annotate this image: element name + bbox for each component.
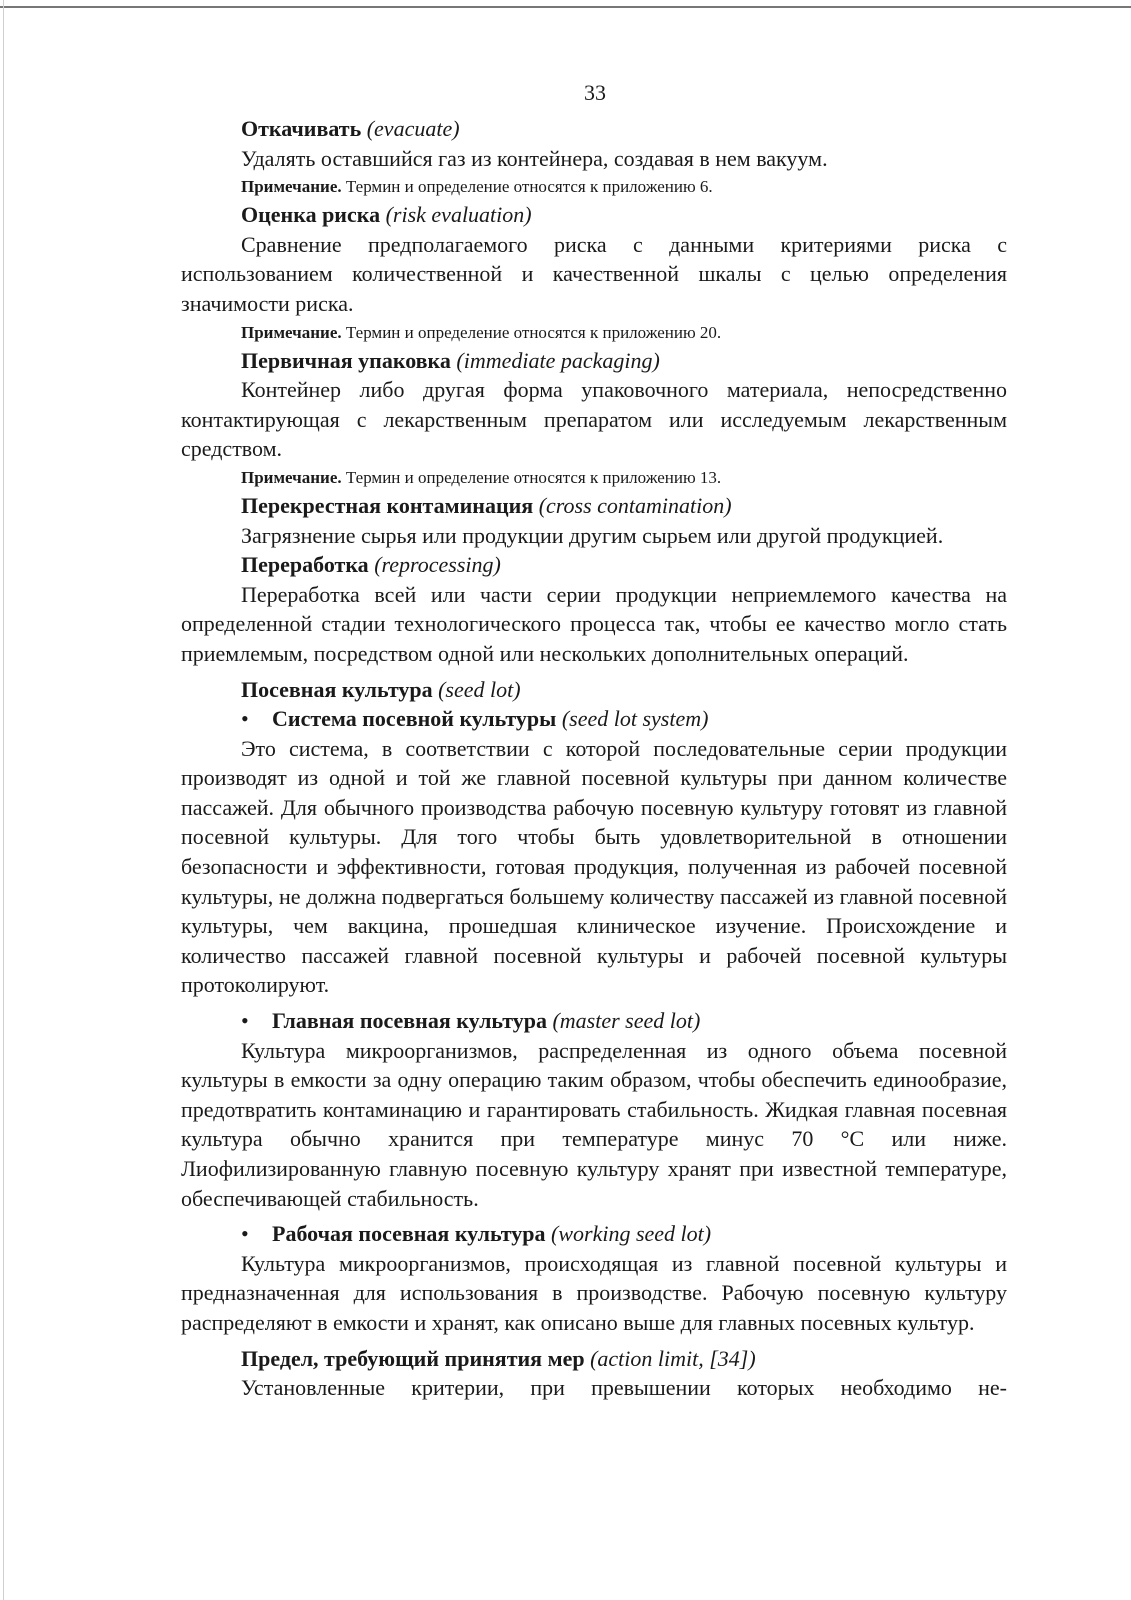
glossary-term [181,550,1007,580]
note-text: Термин и определение относятся к приложению 13. [345,467,722,487]
bullet-icon: • [241,1221,249,1247]
term-definition: Переработка всей или части серии продукции неприемлемого качества на определенной стадии технологического процесса так, чтобы ее качество могло стать приемлемым, посредством одной или нескольких дополнительных операций. [181,581,1007,666]
term-definition: Культура микроорганизмов, распределенная из одного объема посевной культуры в емкости за одну операцию таким образом, чтобы обеспечить единообразие, предотвратить контаминацию и гарантировать стабильность. Жидкая главная посевная культура обычно хранится при температуре минус 70 °С или ниже. Лиофилизированную главную посевную культуру хранят при известной температуре, обеспечивающей стабильность. [181,1037,1007,1211]
bullet-icon: • [241,1008,249,1034]
term-definition: Установленные критерии, при превышении которых необходимо не- [241,1375,1007,1401]
term-definition: Удалять оставшийся газ из контейнера, создавая в нем вакуум. [241,145,828,171]
term-ru: Главная посевная культура [272,1008,547,1034]
glossary-term [181,200,1007,230]
term-en: (cross contamination) [538,492,732,518]
term-en: (evacuate) [366,116,460,141]
glossary-subterm [181,704,1007,734]
term-en: (seed lot) [438,676,521,702]
term-ru: Перекрестная контаминация [241,492,534,518]
term-en: (seed lot system) [561,706,709,732]
term-note [181,464,1007,491]
term-en: (reprocessing) [374,552,501,578]
note-label: Примечание. [241,467,342,487]
term-en: (working seed lot) [551,1221,712,1247]
term-definition: Это система, в соответствии с которой последовательные серии продукции производят из одной и той же главной посевной культуры при данном количестве пассажей. Для обычного производства рабочую посевную культуру готовят из главной посевной культуры. Для того чтобы быть удовлетворительной в отношении безопасности и эффективности, готовая продукция, полученная из рабочей посевной культуры, не должна подвергаться большему количеству пассажей из главной посевной культуры, чем вакцина, прошедшая клиническое изучение. Происхождение и количество пассажей главной посевной культуры и рабочей посевной культуры протоколируют. [181,735,1007,998]
term-ru: Посевная культура [241,676,433,702]
note-text: Термин и определение относятся к приложению 20. [345,322,722,342]
term-en: (action limit, [34]) [590,1345,756,1371]
bullet-icon: • [241,706,249,732]
term-note [181,319,1007,346]
note-text: Термин и определение относятся к приложению 6. [345,177,713,197]
glossary-subterm [181,1006,1007,1036]
note-label: Примечание. [241,322,342,342]
term-definition: Контейнер либо другая форма упаковочного материала, непосредственно контактирующая с лекарственным препаратом или исследуемым лекарственным средством. [181,377,1007,462]
page-top-rule [0,6,1131,8]
glossary-content [181,114,1007,1403]
term-definition: Культура микроорганизмов, происходящая из главной посевной культуры и предназначенная для использования в производстве. Рабочую посевную культуру распределяют в емкости и хранят, как описано выше для главных посевных культур. [181,1250,1007,1335]
glossary-term [181,346,1007,376]
term-ru: Оценка риска [241,202,381,228]
term-ru: Откачивать [241,116,362,141]
term-definition: Сравнение предполагаемого риска с данными критериями риска с использованием количественной и качественной шкалы с целью определения значимости риска. [181,231,1007,316]
term-ru: Рабочая посевная культура [272,1221,546,1247]
page-left-edge [3,0,4,1600]
glossary-term [181,1344,1007,1374]
term-ru: Переработка [241,552,369,578]
term-definition: Загрязнение сырья или продукции другим сырьем или другой продукцией. [241,522,944,548]
term-en: (immediate packaging) [456,347,660,373]
term-ru: Система посевной культуры [272,706,557,732]
term-ru: Предел, требующий принятия мер [241,1345,585,1371]
glossary-term [181,491,1007,521]
page-number: 33 [584,80,606,105]
glossary-term [181,114,1007,144]
term-ru: Первичная упаковка [241,347,451,373]
note-label: Примечание. [241,177,342,197]
glossary-subterm [181,1219,1007,1249]
glossary-term [181,675,1007,705]
term-note [181,173,1007,200]
term-en: (master seed lot) [552,1008,701,1034]
term-en: (risk evaluation) [385,202,532,228]
